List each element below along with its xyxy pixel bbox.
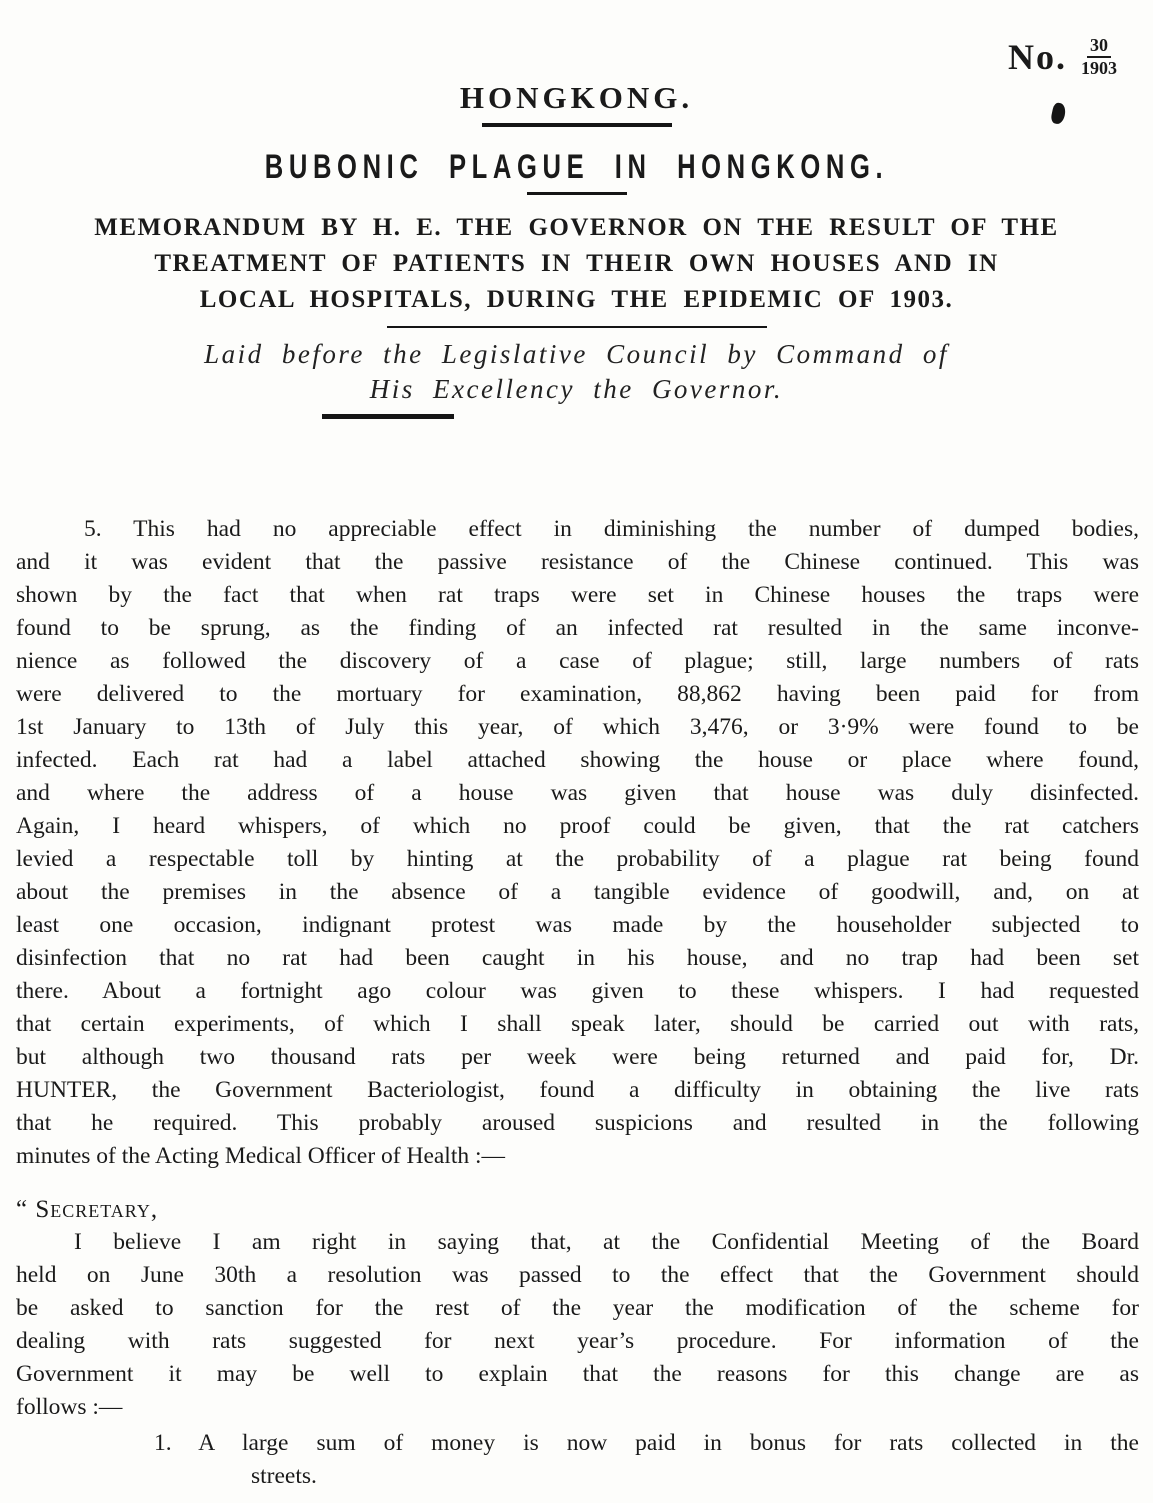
secretary-salutation: “ Secretary, — [16, 1196, 159, 1223]
text-line: LOCAL HOSPITALS, DURING THE EPIDEMIC OF 1903. — [199, 286, 954, 313]
text-line: shown by the fact that when rat traps were set in Chinese houses the traps were — [16, 582, 1139, 608]
list-item-1 — [16, 1427, 1139, 1493]
text-line: and where the address of a house was given that house was duly disinfected. — [16, 780, 1139, 806]
text-line: and it was evident that the passive resistance of the Chinese continued. This was — [16, 549, 1139, 575]
text-line: follows :— — [16, 1394, 123, 1420]
document-number-label: No. — [1008, 37, 1067, 77]
text-line: that certain experiments, of which I shall speak later, should be carried out with rats, — [16, 1011, 1139, 1037]
text-line: least one occasion, indignant protest was made by the householder subjected to — [16, 912, 1139, 938]
text-line: disinfection that no rat had been caught in his house, and no trap had been set — [16, 945, 1139, 971]
text-line: Laid before the Legislative Council by Command of — [204, 339, 949, 369]
text-line: Again, I heard whispers, of which no proof could be given, that the rat catchers — [16, 813, 1139, 839]
place-title: HONGKONG. — [459, 80, 694, 115]
text-line: levied a respectable toll by hinting at the probability of a plague rat being found — [16, 846, 1139, 872]
paragraph-5 — [16, 513, 1139, 1173]
text-line: HUNTER, the Government Bacteriologist, found a difficulty in obtaining the live rats — [16, 1077, 1139, 1103]
text-line: be asked to sanction for the rest of the year the modification of the scheme for — [16, 1295, 1139, 1321]
text-line: found to be sprung, as the finding of an infected rat resulted in the same inconve- — [16, 615, 1139, 641]
text-line: Government it may be well to explain that the reasons for this change are as — [16, 1361, 1139, 1387]
text-line: dealing with rats suggested for next year’s procedure. For information of the — [16, 1328, 1139, 1354]
laid-before-rule — [322, 414, 454, 419]
text-line: that he required. This probably aroused suspicions and resulted in the following — [16, 1110, 1139, 1136]
document-number — [1008, 36, 1117, 78]
memorandum-heading — [0, 210, 1153, 318]
text-line: 1. A large sum of money is now paid in bonus for rats collected in the — [154, 1430, 1139, 1456]
place-title-rule — [482, 123, 672, 127]
text-line: about the premises in the absence of a tangible evidence of goodwill, and, on at — [16, 879, 1139, 905]
text-line: TREATMENT OF PATIENTS IN THEIR OWN HOUSES AND IN — [154, 250, 999, 277]
subject-title-rule — [527, 192, 627, 195]
text-line: held on June 30th a resolution was passed to the effect that the Government should — [16, 1262, 1139, 1288]
text-line: I believe I am right in saying that, at the Confidential Meeting of the Board — [74, 1229, 1139, 1255]
laid-before-note — [0, 337, 1153, 407]
document-number-denominator: 1903 — [1081, 58, 1117, 78]
memorandum-heading-rule — [387, 326, 767, 328]
text-line: minutes of the Acting Medical Officer of Health :— — [16, 1143, 506, 1169]
text-line: 5. This had no appreciable effect in diminishing the number of dumped bodies, — [84, 516, 1139, 542]
text-line: 1st January to 13th of July this year, of which 3,476, or 3·9% were found to be — [16, 714, 1139, 740]
document-number-fraction — [1081, 36, 1117, 78]
text-line: streets. — [251, 1463, 317, 1489]
text-line: MEMORANDUM BY H. E. THE GOVERNOR ON THE RESULT OF THE — [94, 214, 1059, 241]
document-number-numerator: 30 — [1087, 36, 1111, 58]
secretary-paragraph — [16, 1226, 1139, 1424]
text-line: but although two thousand rats per week were being returned and paid for, Dr. — [16, 1044, 1139, 1070]
subject-title: BUBONIC PLAGUE IN HONGKONG. — [264, 146, 889, 186]
text-line: His Excellency the Governor. — [369, 374, 784, 404]
document-body — [16, 513, 1139, 1493]
text-line: were delivered to the mortuary for examination, 88,862 having been paid for from — [16, 681, 1139, 707]
text-line: infected. Each rat had a label attached showing the house or place where found, — [16, 747, 1139, 773]
text-line: nience as followed the discovery of a case of plague; still, large numbers of rats — [16, 648, 1139, 674]
text-line: there. About a fortnight ago colour was given to these whispers. I had requested — [16, 978, 1139, 1004]
